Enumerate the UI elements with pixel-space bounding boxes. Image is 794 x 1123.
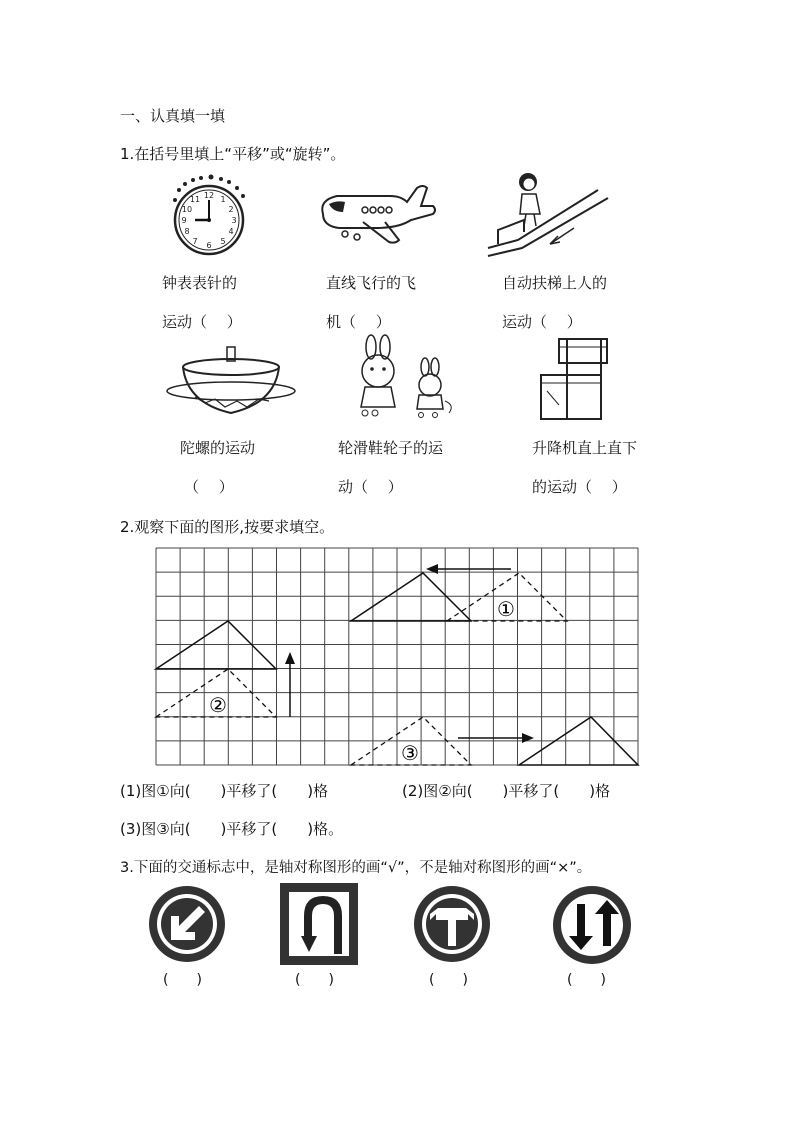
svg-text:12: 12 xyxy=(203,191,215,200)
section-title: 一、认真填一填 xyxy=(120,107,226,125)
arrow-up xyxy=(285,652,295,717)
item-escalator-line1: 自动扶梯上人的 xyxy=(502,274,608,292)
left-right-turn-sign-icon xyxy=(412,884,492,964)
svg-text:2: 2 xyxy=(228,205,234,214)
down-left-arrow-sign-icon xyxy=(147,884,227,964)
question-1-prompt: 1.在括号里填上“平移”或“旋转”。 xyxy=(120,145,346,163)
label-3: ③ xyxy=(401,741,419,765)
q2-fill-3: (3)图③向( )平移了( )格。 xyxy=(120,820,344,838)
item-clock-line2: 运动（ ） xyxy=(162,313,242,331)
sign-4-blank: ( ) xyxy=(567,972,606,988)
escalator-icon xyxy=(488,170,613,260)
spinning-top-icon xyxy=(165,345,300,420)
item-plane-line2: 机（ ） xyxy=(326,313,391,331)
svg-text:7: 7 xyxy=(192,237,198,246)
item-top-line1: 陀螺的运动 xyxy=(180,439,256,457)
svg-text:6: 6 xyxy=(206,241,212,250)
q2-fill-2: (2)图②向( )平移了( )格 xyxy=(402,782,611,800)
sign-1-blank: ( ) xyxy=(163,972,202,988)
svg-text:1: 1 xyxy=(220,195,226,204)
svg-text:9: 9 xyxy=(181,216,187,225)
item-top-line2: （ ） xyxy=(184,478,234,496)
svg-text:4: 4 xyxy=(228,227,234,236)
translation-grid-figure xyxy=(156,548,638,768)
svg-text:3: 3 xyxy=(231,216,237,225)
sign-3-blank: ( ) xyxy=(429,972,468,988)
rabbits-skating-icon xyxy=(345,335,460,420)
two-way-traffic-sign-icon xyxy=(551,884,633,966)
item-lift-line1: 升降机直上直下 xyxy=(532,439,638,457)
airplane-icon xyxy=(315,182,440,252)
item-skate-line2: 动（ ） xyxy=(338,478,403,496)
triangle-2-moved xyxy=(156,621,276,669)
lift-icon xyxy=(537,335,617,420)
triangle-1-moved xyxy=(351,573,471,621)
question-3-prompt: 3.下面的交通标志中，是轴对称图形的画“√”，不是轴对称图形的画“×”。 xyxy=(120,860,592,876)
q2-fill-1: (1)图①向( )平移了( )格 xyxy=(120,782,329,800)
question-2-prompt: 2.观察下面的图形,按要求填空。 xyxy=(120,518,335,536)
u-turn-sign-icon xyxy=(279,882,359,966)
svg-text:11: 11 xyxy=(189,195,201,204)
item-escalator-line2: 运动（ ） xyxy=(502,313,582,331)
sign-2-blank: ( ) xyxy=(295,972,334,988)
svg-text:8: 8 xyxy=(184,227,190,236)
clock-icon xyxy=(165,172,255,257)
svg-text:5: 5 xyxy=(220,237,226,246)
label-2: ② xyxy=(209,693,227,717)
item-lift-line2: 的运动（ ） xyxy=(532,478,627,496)
svg-text:10: 10 xyxy=(181,205,193,214)
label-1: ① xyxy=(497,597,515,621)
item-skate-line1: 轮滑鞋轮子的运 xyxy=(338,439,444,457)
item-plane-line1: 直线飞行的飞 xyxy=(326,274,417,292)
item-clock-line1: 钟表表针的 xyxy=(162,274,238,292)
